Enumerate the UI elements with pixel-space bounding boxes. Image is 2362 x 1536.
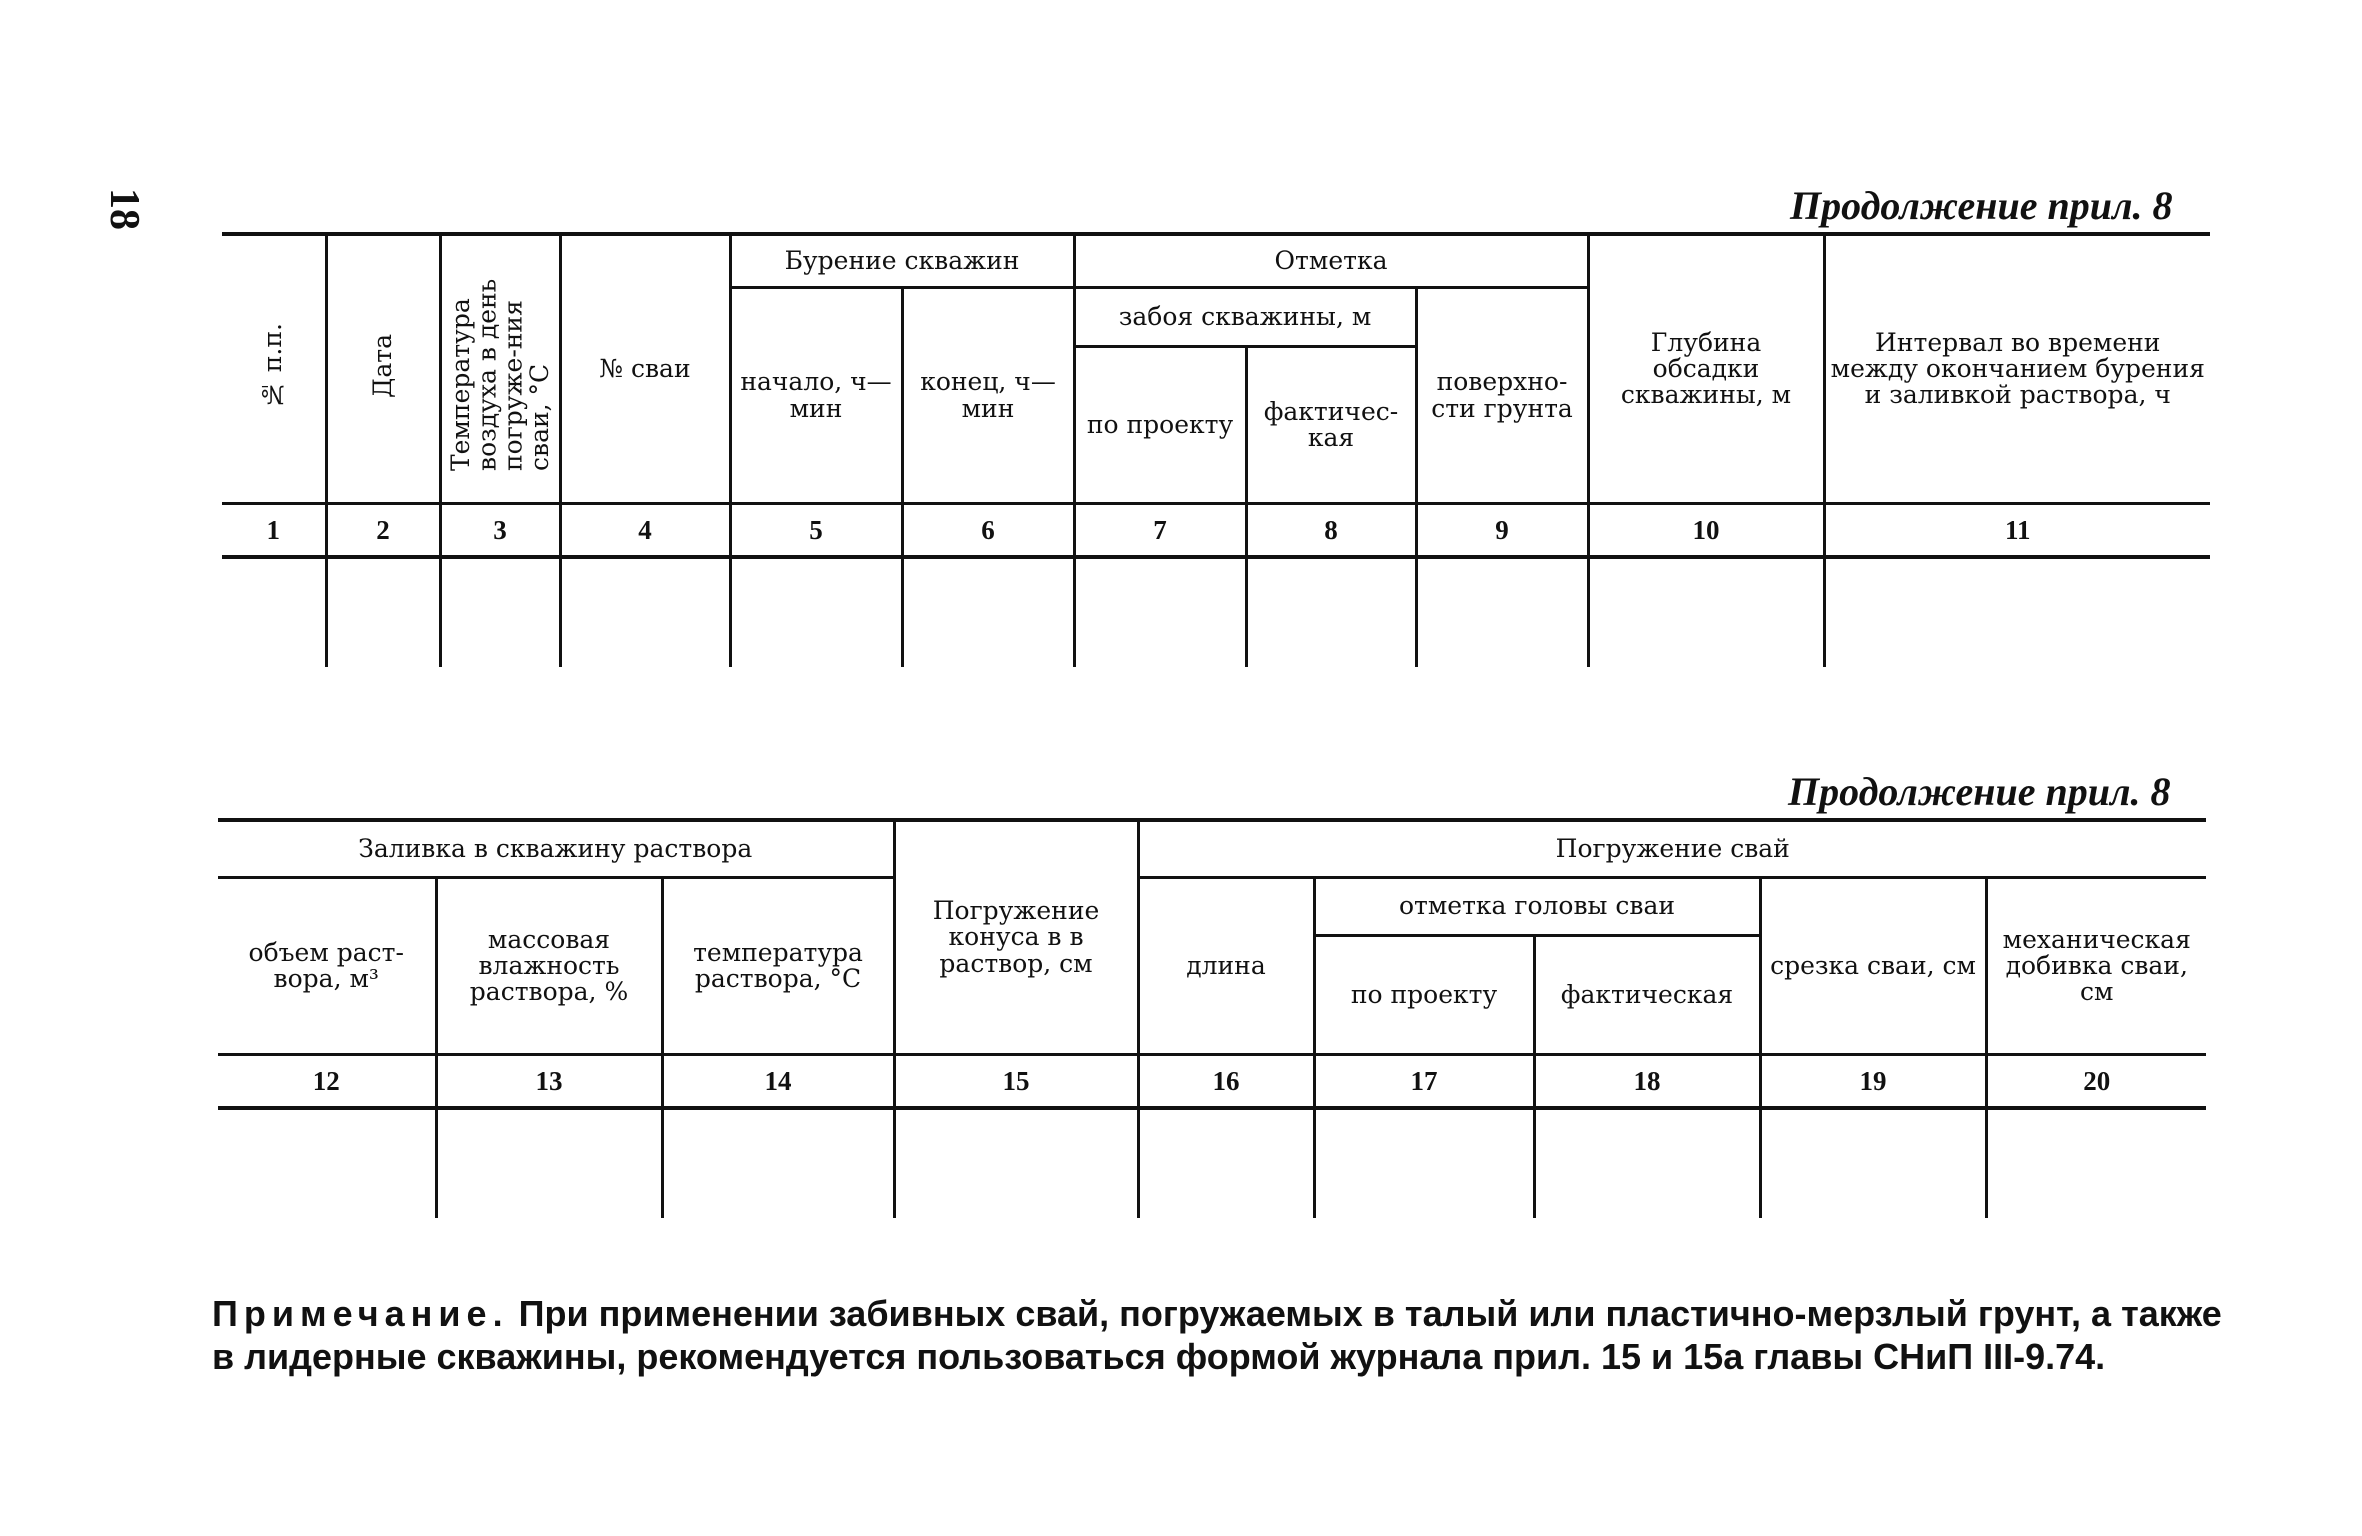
col-number: 14	[662, 1055, 894, 1109]
group-header-mark: Отметка	[1074, 234, 1588, 288]
footnote-heading: Примечание.	[212, 1293, 509, 1334]
blank-entry-row	[222, 557, 2210, 667]
col-number: 20	[1986, 1055, 2206, 1109]
col-number: 5	[730, 504, 902, 558]
col-number: 11	[1824, 504, 2210, 558]
footnote-text: При применении забивных свай, погружаемых в талый или пластично-мерзлый грунт, а также в лидерные скважины, рекомендуется пользоваться формой журнала прил. 15 и 15а главы СНиП III-9.74.	[212, 1293, 2222, 1378]
col-number: 12	[218, 1055, 436, 1109]
col-number: 4	[560, 504, 730, 558]
col-number: 13	[436, 1055, 662, 1109]
col-header-air-temperature: Температура воздуха в день погруже-ния сваи, °С	[440, 234, 560, 504]
col-header-drilling-end: конец, ч—мин	[902, 288, 1074, 504]
group-header-bottom-mark: забоя скважины, м	[1074, 288, 1416, 347]
col-number: 2	[326, 504, 440, 558]
group-header-driving: Погружение свай	[1138, 820, 2206, 878]
col-number: 19	[1760, 1055, 1986, 1109]
continuation-title-2: Продолжение прил. 8	[1788, 769, 2171, 814]
col-number: 9	[1416, 504, 1588, 558]
col-number: 7	[1074, 504, 1246, 558]
journal-table-part-1	[222, 232, 2210, 667]
col-header-surface-mark: поверхно-сти грунта	[1416, 288, 1588, 504]
col-number: 15	[894, 1055, 1138, 1109]
col-number: 1	[222, 504, 326, 558]
group-header-head-mark: отметка головы сваи	[1314, 878, 1760, 936]
col-header-head-actual: фактическая	[1534, 935, 1760, 1054]
col-header-cone: Погружение конуса в в раствор, см	[894, 820, 1138, 1055]
continuation-title-1: Продолжение прил. 8	[1790, 183, 2173, 228]
col-header-bottom-design: по проекту	[1074, 347, 1246, 504]
page-number: 18	[101, 188, 147, 230]
col-number: 18	[1534, 1055, 1760, 1109]
col-header-date: Дата	[326, 234, 440, 504]
col-number: 6	[902, 504, 1074, 558]
col-number: 16	[1138, 1055, 1314, 1109]
blank-entry-row	[218, 1108, 2206, 1218]
journal-table-part-2	[218, 818, 2206, 1218]
col-header-interval: Интервал во времени между окончанием бурения и заливкой раствора, ч	[1824, 234, 2210, 504]
group-header-pouring: Заливка в скважину раствора	[218, 820, 894, 878]
col-header-length: длина	[1138, 878, 1314, 1055]
col-header-volume: объем раст-вора, м³	[218, 878, 436, 1055]
col-header-head-design: по проекту	[1314, 935, 1534, 1054]
col-number: 3	[440, 504, 560, 558]
col-number: 10	[1588, 504, 1824, 558]
col-header-number: № п.п.	[222, 234, 326, 504]
col-header-casing-depth: Глубина обсадки скважины, м	[1588, 234, 1824, 504]
col-header-temperature: температура раствора, °С	[662, 878, 894, 1055]
col-header-mech: механическая добивка сваи, см	[1986, 878, 2206, 1055]
col-number: 17	[1314, 1055, 1534, 1109]
col-header-moisture: массовая влажность раствора, %	[436, 878, 662, 1055]
col-header-drilling-start: начало, ч—мин	[730, 288, 902, 504]
col-header-pile-number: № сваи	[560, 234, 730, 504]
group-header-drilling: Бурение скважин	[730, 234, 1074, 288]
col-header-cut: срезка сваи, см	[1760, 878, 1986, 1055]
col-number: 8	[1246, 504, 1416, 558]
footnote	[212, 1292, 2222, 1378]
col-header-bottom-actual: фактичес-кая	[1246, 347, 1416, 504]
